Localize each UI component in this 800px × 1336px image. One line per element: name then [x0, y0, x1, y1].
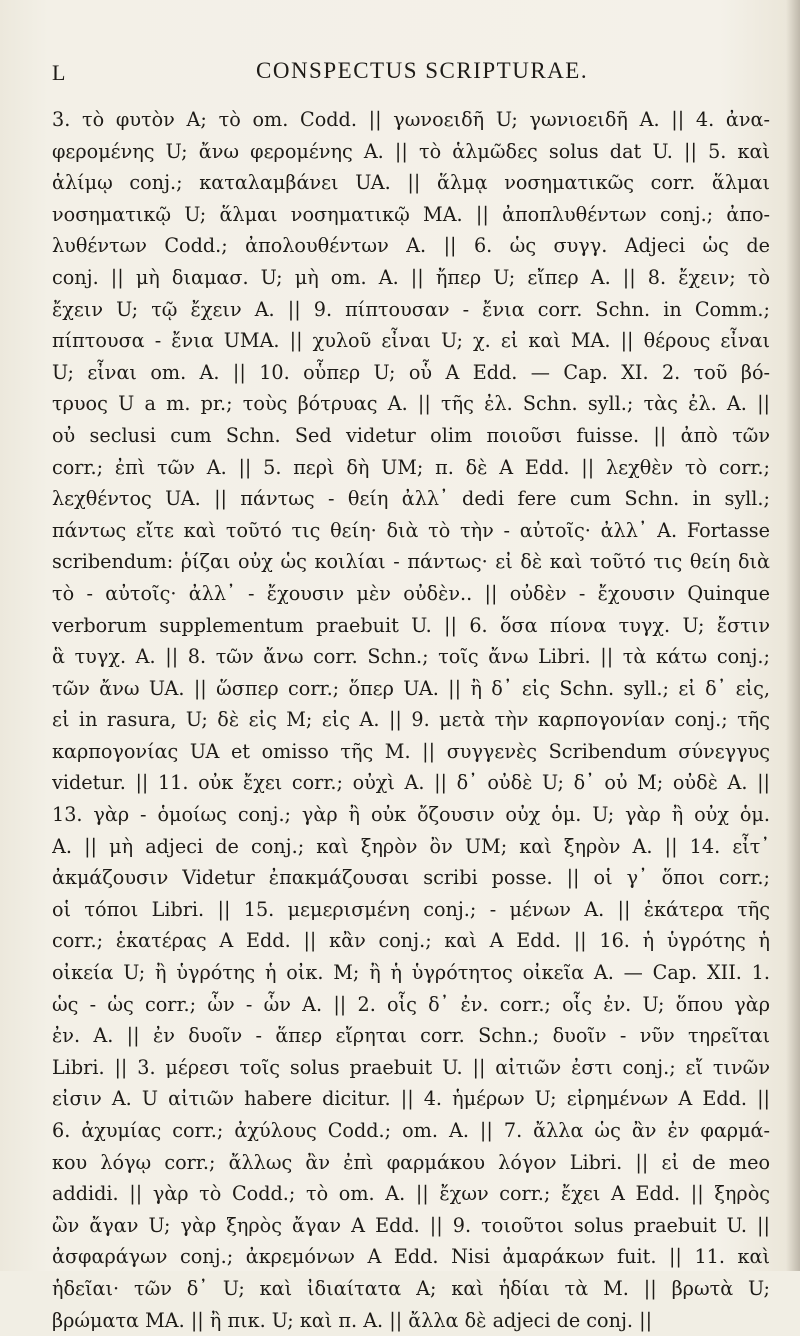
text-line: νοσηματικῷ U; ἅλμαι νοσηματικῷ MA. || ἀποπλυθέντων conj.; ἀπο-	[52, 202, 770, 226]
text-line: conj. || μὴ διαμασ. U; μὴ om. A. || ἤπερ U; εἴπερ A. || 8. ἔχειν; τὸ	[52, 265, 770, 289]
running-title: CONSPECTUS SCRIPTURAE.	[256, 58, 589, 83]
text-line: Libri. || 3. μέρεσι τοῖς solus praebuit U. || αἰτιῶν ἐστι conj.; εἴ τινῶν	[52, 1055, 770, 1079]
text-line: A. || μὴ adjeci de conj.; καὶ ξηρὸν ὂν UM; καὶ ξηρὸν A. || 14. εἶτ᾽	[52, 834, 770, 858]
text-line: εἰ in rasura, U; δὲ εἰς M; εἰς A. || 9. μετὰ τὴν καρπογονίαν conj.; τῆς	[52, 708, 770, 732]
text-line: οἱ τόποι Libri. || 15. μεμερισμένη conj.; - μένων A. || ἑκάτερα τῆς	[52, 897, 770, 921]
text-line: εἰσιν A. U αἰτιῶν habere dicitur. || 4. ἡμέρων U; εἰρημένων A Edd. ||	[52, 1087, 770, 1111]
text-line: ὢν ἄγαν U; γὰρ ξηρὸς ἄγαν A Edd. || 9. τοιοῦτοι solus praebuit U. ||	[52, 1213, 770, 1237]
text-line: φερομένης U; ἄνω φερομένης A. || τὸ ἁλμῶδες solus dat U. || 5. καὶ	[52, 139, 770, 163]
text-line: ἡδεῖαι· τῶν δ᾽ U; καὶ ἰδιαίτατα A; καὶ ἡδίαι τὰ M. || βρωτὰ U;	[52, 1276, 770, 1300]
text-line: corr.; ἐπὶ τῶν A. || 5. περὶ δὴ UM; π. δὲ A Edd. || λεχθὲν τὸ corr.;	[52, 455, 770, 479]
text-line: addidi. || γὰρ τὸ Codd.; τὸ om. A. || ἔχων corr.; ἔχει A Edd. || ξηρὸς	[52, 1182, 770, 1206]
text-line: οἰκεία U; ἢ ὑγρότης ἡ οἰκ. M; ἢ ἡ ὑγρότητος οἰκεῖα A. — Cap. XII. 1.	[52, 961, 770, 985]
page-edge-shadow	[786, 0, 800, 1271]
text-line: 6. ἀχυμίας corr.; ἀχύλους Codd.; om. A. || 7. ἄλλα ὡς ἂν ἐν φαρμά-	[52, 1119, 770, 1142]
text-line: πίπτουσα - ἔνια UMA. || χυλοῦ εἶναι U; χ. εἰ καὶ MA. || θέρους εἶναι	[52, 329, 770, 353]
text-line: ἀσφαράγων conj.; ἀκρεμόνων A Edd. Nisi ἀμαράκων fuit. || 11. καὶ	[52, 1245, 770, 1269]
text-line: ἃ τυγχ. A. || 8. τῶν ἄνω corr. Schn.; τοῖς ἄνω Libri. || τὰ κάτω conj.;	[52, 645, 770, 669]
text-line: καρπογονίας UA et omisso τῆς M. || συγγενὲς Scribendum σύνεγγυς	[52, 739, 770, 763]
text-line: 13. γὰρ - ὁμοίως conj.; γὰρ ἢ οὐκ ὄζουσιν οὐχ ὁμ. U; γὰρ ἢ οὐχ ὁμ.	[52, 803, 770, 827]
text-line: τρυος U a m. pr.; τοὺς βότρυας A. || τῆς ἐλ. Schn. syll.; τὰς ἐλ. A. ||	[52, 392, 770, 416]
text-line: 3. τὸ φυτὸν A; τὸ om. Codd. || γωνοειδῆ U; γωνιοειδῆ A. || 4. ἀνα-	[52, 108, 770, 131]
text-line: πάντως εἴτε καὶ τοῦτό τις θείη· διὰ τὸ τὴν - αὐτοῖς· ἀλλ᾽ A. Fortasse	[52, 518, 770, 542]
text-line: scribendum: ῥίζαι οὐχ ὡς κοιλίαι - πάντως· εἰ δὲ καὶ τοῦτό τις θείη διὰ	[52, 550, 770, 574]
text-line: κου λόγῳ corr.; ἄλλως ἂν ἐπὶ φαρμάκου λόγον Libri. || εἰ de meo	[52, 1150, 770, 1174]
apparatus-text	[52, 104, 770, 1336]
text-line: ἁλίμῳ conj.; καταλαμβάνει UA. || ἅλμᾳ νοσηματικῶς corr. ἅλμαι	[52, 171, 770, 195]
text-line: βρώματα MA. || ἢ πικ. U; καὶ π. A. || ἄλλα δὲ adjeci de conj. ||	[52, 1308, 653, 1332]
page-number: L	[52, 60, 67, 85]
text-line: ἀκμάζουσιν Videtur ἐπακμάζουσαι scribi posse. || οἱ γ᾽ ὅποι corr.;	[52, 866, 770, 890]
text-line: ὡς - ὡς corr.; ὧν - ὧν A. || 2. οἷς δ᾽ ἐν. corr.; οἷς ἐν. U; ὅπου γὰρ	[52, 992, 770, 1016]
text-line: τὸ - αὐτοῖς· ἀλλ᾽ - ἔχουσιν μὲν οὐδὲν.. || οὐδὲν - ἔχουσιν Quinque	[52, 581, 770, 605]
text-line: videtur. || 11. οὐκ ἔχει corr.; οὐχὶ A. || δ᾽ οὐδὲ U; δ᾽ οὐ M; οὐδὲ A. ||	[52, 771, 770, 795]
text-line: ἔχειν U; τῷ ἔχειν A. || 9. πίπτουσαν - ἔνια corr. Schn. in Comm.;	[52, 297, 770, 321]
text-line: λυθέντων Codd.; ἀπολουθέντων A. || 6. ὡς συγγ. Adjeci ὡς de	[52, 234, 770, 258]
text-line: verborum supplementum praebuit U. || 6. ὅσα πίονα τυγχ. U; ἔστιν	[52, 613, 770, 637]
text-line: ἐν. A. || ἐν δυοῖν - ἅπερ εἴρηται corr. Schn.; δυοῖν - νῦν τηρεῖται	[52, 1024, 770, 1048]
text-line: corr.; ἑκατέρας A Edd. || κἂν conj.; καὶ A Edd. || 16. ἡ ὑγρότης ἡ	[52, 929, 770, 953]
text-line: λεχθέντος UA. || πάντως - θείη ἀλλ᾽ dedi fere cum Schn. in syll.;	[52, 487, 770, 511]
text-line: τῶν ἄνω UA. || ὥσπερ corr.; ὅπερ UA. || ἢ δ᾽ εἰς Schn. syll.; εἰ δ᾽ εἰς,	[52, 676, 770, 700]
text-line: οὐ seclusi cum Schn. Sed videtur olim ποιοῦσι fuisse. || ἀπὸ τῶν	[52, 423, 770, 447]
page-header	[48, 52, 768, 92]
text-line: U; εἶναι om. A. || 10. οὗπερ U; οὗ A Edd. — Cap. XI. 2. τοῦ βό-	[52, 360, 770, 384]
